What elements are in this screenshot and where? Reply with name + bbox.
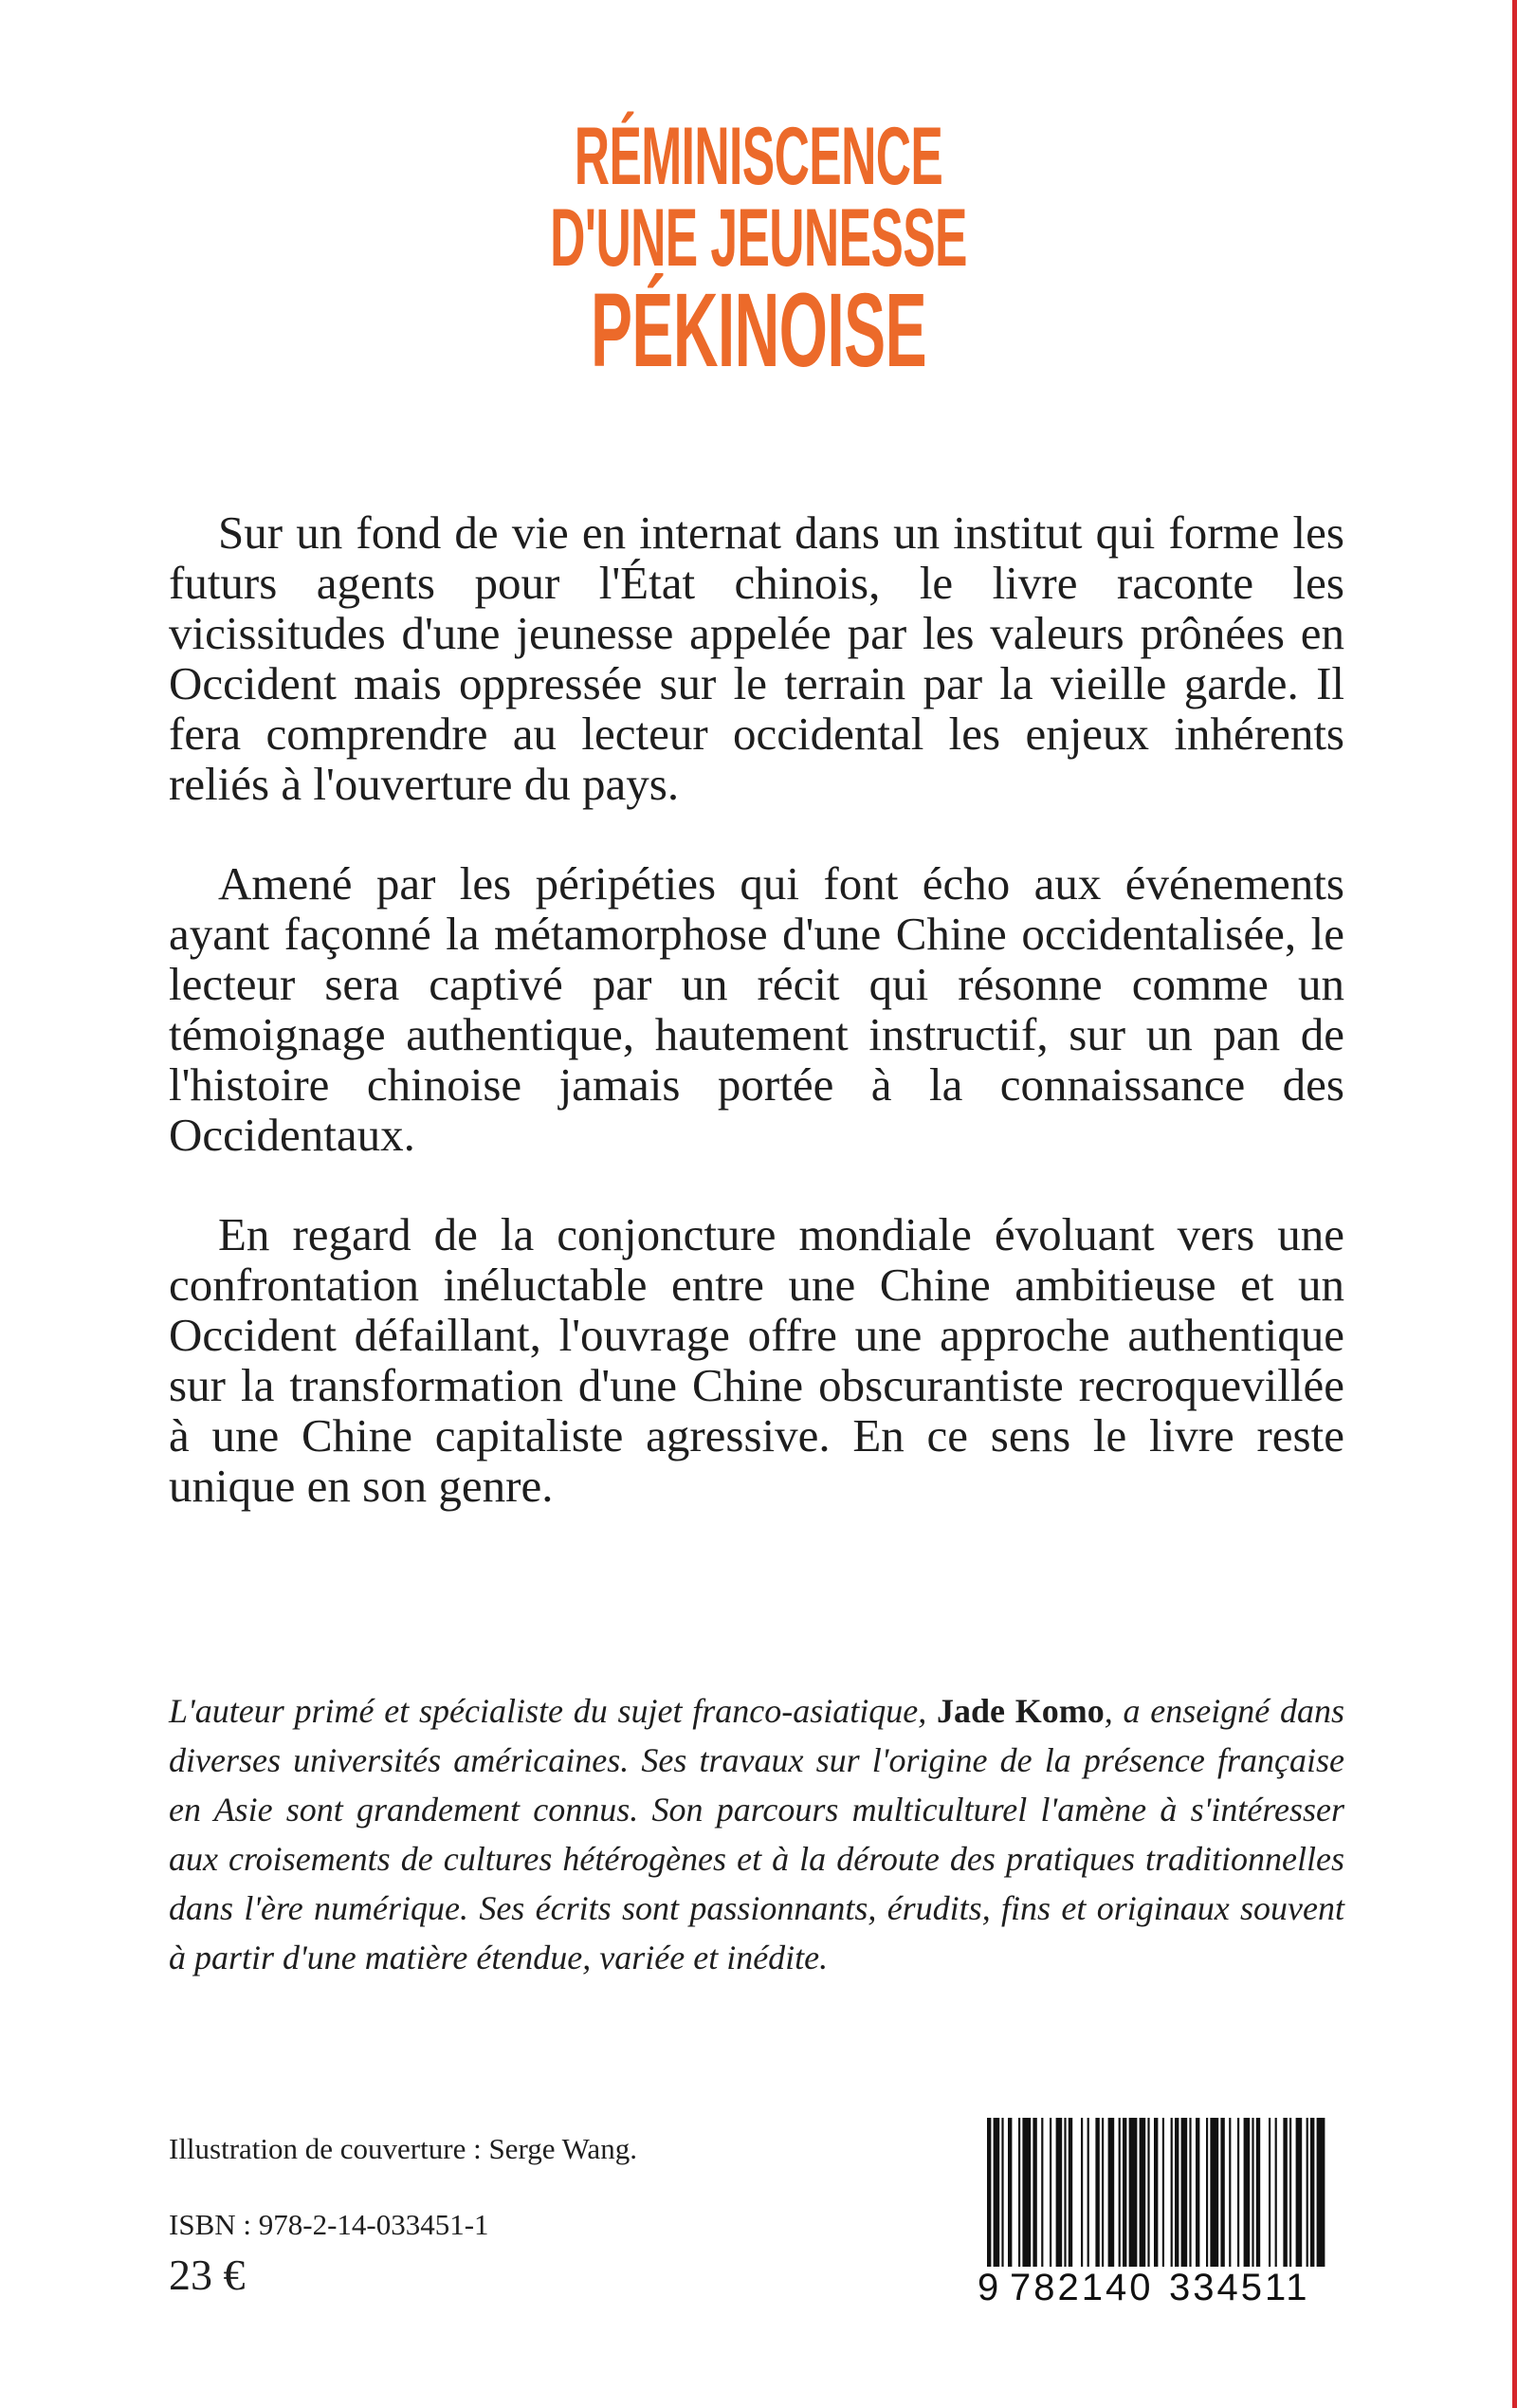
barcode-bar	[1081, 2118, 1083, 2270]
author-name: Jade Komo	[936, 1692, 1105, 1730]
barcode-digits	[978, 2267, 1330, 2310]
barcode-bar	[1171, 2118, 1173, 2270]
summary-paragraph-1: Sur un fond de vie en internat dans un institut qui forme les futurs agents pour l'État chinois, le livre raconte les vicissitudes d'une jeunesse appelée par les valeurs prônées en Occident mais oppressée sur le terrain par la vieille garde. Il fera comprendre au lecteur occidental les enjeux inhérents reliés à l'ouverture du pays.	[169, 506, 1344, 810]
barcode-bar	[1307, 2118, 1308, 2270]
isbn-text: ISBN : 978-2-14-033451-1	[169, 2208, 489, 2241]
barcode-bar	[1064, 2118, 1066, 2270]
barcode-bar	[1210, 2118, 1218, 2270]
author-bio	[169, 1686, 1344, 1982]
barcode-bar	[1102, 2118, 1104, 2270]
author-bio-text	[169, 1686, 1344, 1982]
barcode-bar	[1008, 2118, 1012, 2270]
barcode-bar	[1252, 2118, 1253, 2270]
barcode-bar	[1256, 2118, 1260, 2270]
barcode-bar	[1056, 2118, 1063, 2270]
barcode-bar	[1147, 2118, 1149, 2270]
barcode-bar	[1310, 2118, 1314, 2270]
barcode-bar	[1196, 2118, 1199, 2270]
barcode-bar	[1220, 2118, 1224, 2270]
summary-paragraph-3: En regard de la conjoncture mondiale évoluant vers une confrontation inéluctable entre une Chine ambitieuse et un Occident défaillant, l'ouvrage offre une approche authentique sur la transformation d'une Chine obscurantiste recroquevillée à une Chine capitaliste agressive. En ce sens le livre reste unique en son genre.	[169, 1208, 1344, 1512]
barcode-bar	[1206, 2118, 1208, 2270]
barcode-bar	[1069, 2118, 1072, 2270]
barcode-bar	[1296, 2118, 1303, 2270]
barcode-bar	[1095, 2118, 1099, 2270]
barcode-bar	[1123, 2118, 1126, 2270]
barcode-bar	[1087, 2118, 1089, 2270]
author-bio-rest: , a enseigné dans diverses universités américaines. Ses travaux sur l'origine de la présence française en Asie sont grandement connus. Son parcours multiculturel l'amène à s'intéresser aux croisements de cultures hétérogènes et à la déroute des pratiques traditionnelles dans l'ère numérique. Ses écrits sont passionnants, érudits, fins et originaux souvent à partir d'une matière étendue, variée et inédite.	[169, 1692, 1344, 1976]
barcode-bar	[1022, 2118, 1031, 2270]
barcode-bar	[1275, 2118, 1277, 2270]
title-line-1: RÉMINISCENCE	[574, 111, 943, 202]
price-text: 23 €	[169, 2251, 246, 2299]
barcode-bar	[1244, 2118, 1251, 2270]
barcode-bar	[1283, 2118, 1287, 2270]
barcode-bar	[1108, 2118, 1115, 2270]
barcode-bar	[1229, 2118, 1231, 2270]
barcode-bar	[1237, 2118, 1239, 2270]
author-bio-intro: L'auteur primé et spécialiste du sujet franco-asiatique,	[169, 1692, 937, 1730]
book-title	[0, 111, 1517, 389]
barcode-bar	[1162, 2118, 1164, 2270]
barcode-bar	[1129, 2118, 1138, 2270]
barcode-digits-left: 782140	[1010, 2267, 1154, 2308]
barcode-bar	[1041, 2118, 1043, 2270]
title-line-3: PÉKINOISE	[590, 272, 927, 389]
barcode-bar	[1140, 2118, 1146, 2270]
barcode-bar	[1181, 2118, 1188, 2270]
book-summary	[169, 507, 1344, 1560]
barcode-bar	[1175, 2118, 1179, 2270]
summary-paragraph-2: Amené par les péripéties qui font écho aux événements ayant façonné la métamorphose d'une Chine occidentalisée, le lecteur sera captivé par un récit qui résonne comme un témoignage authentique, hautement instructif, sur un pan de l'histoire chinoise jamais portée à la connaissance des Occidentaux.	[169, 857, 1344, 1161]
barcode-bar	[1119, 2118, 1121, 2270]
title-line-2: D'UNE JEUNESSE	[550, 193, 967, 284]
barcode-bar	[1289, 2118, 1291, 2270]
barcode-bar	[1189, 2118, 1191, 2270]
barcode-bar	[1050, 2118, 1051, 2270]
barcode-digits-right: 334511	[1169, 2267, 1310, 2308]
barcode-digit-first: 9	[978, 2267, 999, 2308]
barcode-bar	[1001, 2118, 1003, 2270]
illustration-credit: Illustration de couverture : Serge Wang.	[169, 2132, 637, 2165]
barcode-bar	[1018, 2118, 1020, 2270]
barcode-bar	[1269, 2118, 1270, 2270]
barcode-bar	[1033, 2118, 1036, 2270]
